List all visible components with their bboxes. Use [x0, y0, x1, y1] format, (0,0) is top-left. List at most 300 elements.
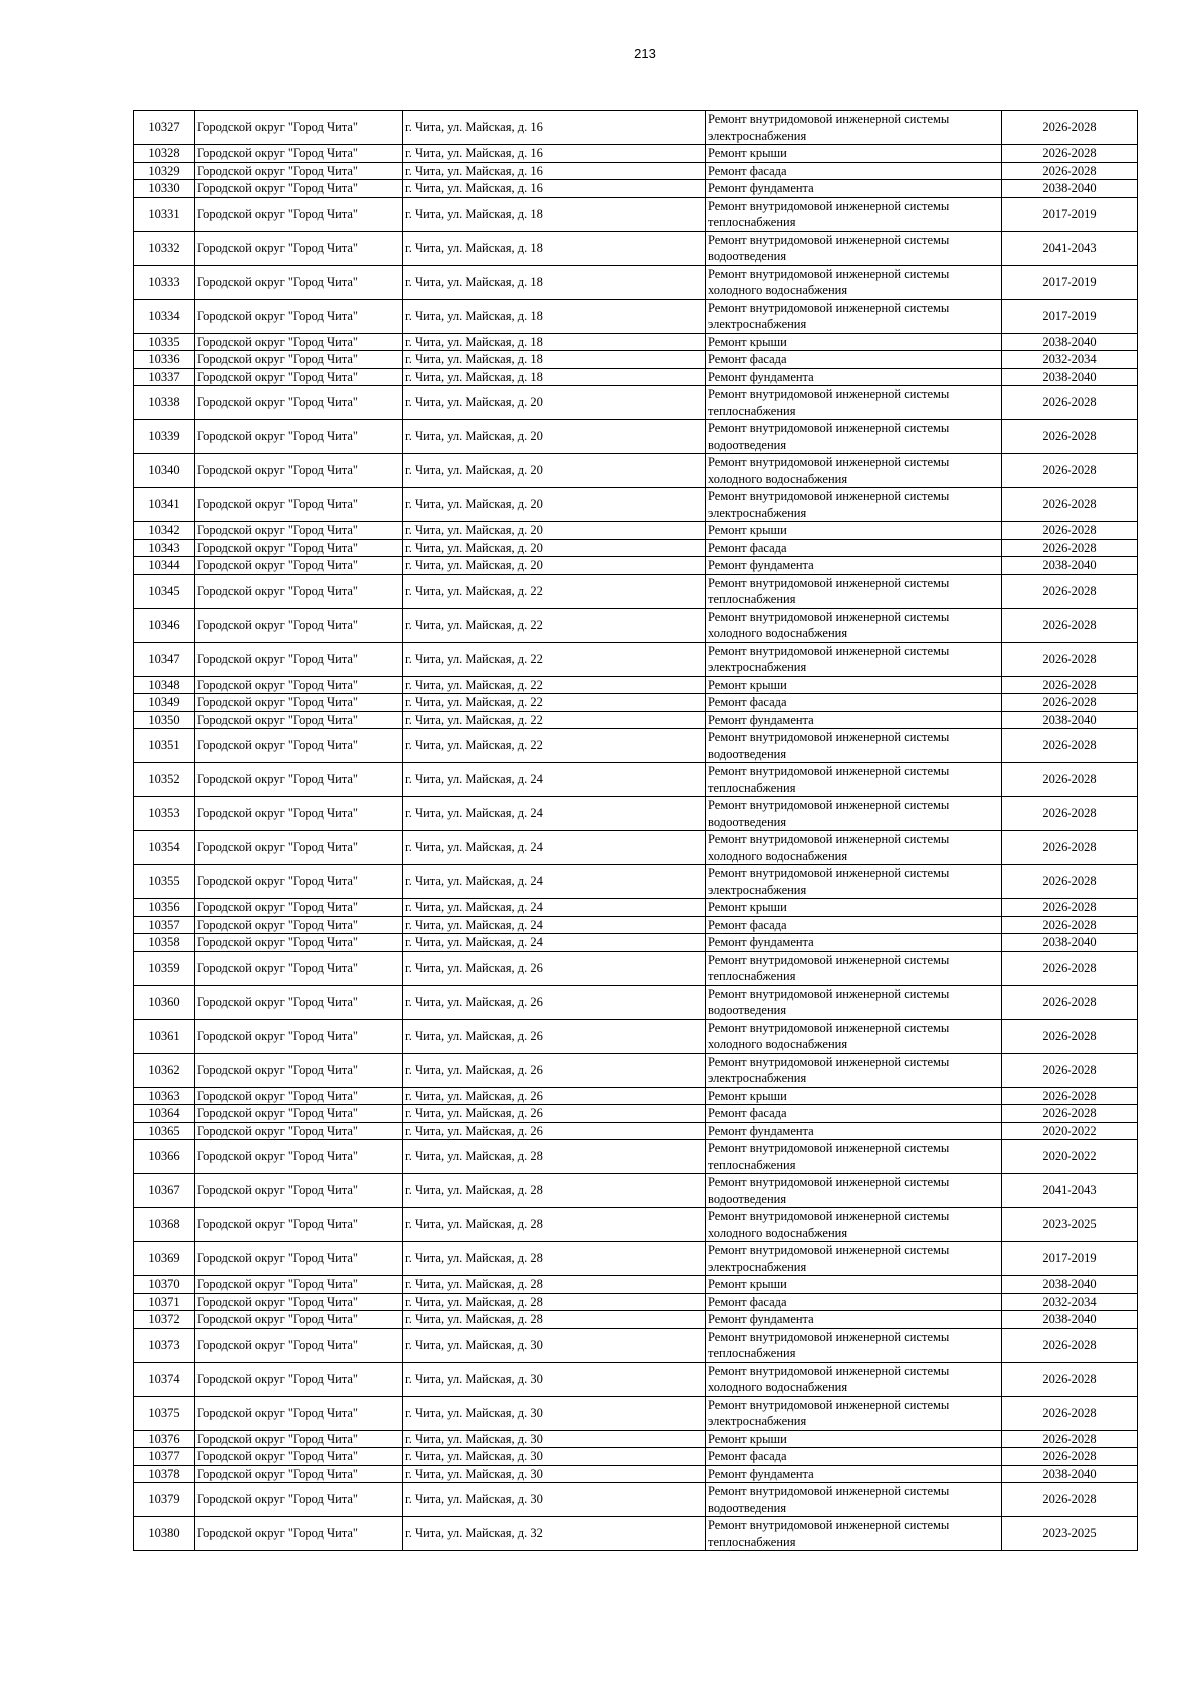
- work-type-line: Ремонт внутридомовой инженерной системы: [708, 643, 950, 658]
- work-type-line: теплоснабжения: [708, 969, 796, 983]
- work-type-line: Ремонт внутридомовой инженерной системы: [708, 952, 950, 967]
- municipality-cell: Городской округ "Город Чита": [195, 1430, 403, 1448]
- address-cell: г. Чита, ул. Майская, д. 26: [403, 1053, 706, 1087]
- row-number-cell: 10365: [134, 1122, 195, 1140]
- table-row: [134, 111, 1138, 145]
- row-number-cell: 10340: [134, 454, 195, 488]
- address-cell: г. Чита, ул. Майская, д. 20: [403, 488, 706, 522]
- work-type-cell: [706, 386, 1002, 420]
- row-number-cell: 10346: [134, 608, 195, 642]
- row-number-cell: 10374: [134, 1362, 195, 1396]
- municipality-cell: Городской округ "Город Чита": [195, 197, 403, 231]
- municipality-cell: Городской округ "Город Чита": [195, 265, 403, 299]
- table-row: [134, 1396, 1138, 1430]
- table-row: [134, 676, 1138, 694]
- address-cell: г. Чита, ул. Майская, д. 24: [403, 916, 706, 934]
- table-row: [134, 916, 1138, 934]
- work-type-line: Ремонт внутридомовой инженерной системы: [708, 1209, 950, 1223]
- table-row: [134, 1465, 1138, 1483]
- address-cell: г. Чита, ул. Майская, д. 30: [403, 1430, 706, 1448]
- table-row: [134, 642, 1138, 676]
- work-type-cell: [706, 1448, 1002, 1466]
- work-type-line: Ремонт фасада: [708, 1106, 787, 1120]
- address-cell: г. Чита, ул. Майская, д. 18: [403, 333, 706, 351]
- work-type-cell: [706, 351, 1002, 369]
- address-cell: г. Чита, ул. Майская, д. 26: [403, 1087, 706, 1105]
- period-cell: 2026-2028: [1002, 454, 1138, 488]
- address-cell: г. Чита, ул. Майская, д. 30: [403, 1483, 706, 1517]
- work-type-cell: [706, 831, 1002, 865]
- address-cell: г. Чита, ул. Майская, д. 24: [403, 763, 706, 797]
- table-row: [134, 1311, 1138, 1329]
- work-type-line: водоотведения: [708, 249, 787, 263]
- period-cell: 2026-2028: [1002, 865, 1138, 899]
- period-cell: 2038-2040: [1002, 1311, 1138, 1329]
- municipality-cell: Городской округ "Город Чита": [195, 162, 403, 180]
- address-cell: г. Чита, ул. Майская, д. 18: [403, 265, 706, 299]
- work-type-line: водоотведения: [708, 437, 787, 452]
- table-row: [134, 865, 1138, 899]
- address-cell: г. Чита, ул. Майская, д. 28: [403, 1293, 706, 1311]
- work-type-line: электроснабжения: [708, 128, 807, 143]
- work-type-line: Ремонт фундамента: [708, 1123, 814, 1138]
- work-type-line: Ремонт фундамента: [708, 369, 814, 384]
- row-number-cell: 10354: [134, 831, 195, 865]
- work-type-line: Ремонт внутридомовой инженерной системы: [708, 300, 950, 315]
- period-cell: 2026-2028: [1002, 420, 1138, 454]
- work-type-line: Ремонт фасада: [708, 695, 787, 709]
- table-row: [134, 1517, 1138, 1551]
- work-type-line: Ремонт фундамента: [708, 1466, 814, 1481]
- row-number-cell: 10355: [134, 865, 195, 899]
- work-type-cell: [706, 763, 1002, 797]
- work-type-cell: [706, 1242, 1002, 1276]
- work-type-line: электроснабжения: [708, 505, 807, 520]
- work-type-line: Ремонт фундамента: [708, 935, 814, 949]
- work-type-cell: [706, 934, 1002, 952]
- work-type-cell: [706, 608, 1002, 642]
- municipality-cell: Городской округ "Город Чита": [195, 934, 403, 952]
- period-cell: 2038-2040: [1002, 333, 1138, 351]
- period-cell: 2041-2043: [1002, 1174, 1138, 1208]
- work-type-line: Ремонт внутридомовой инженерной системы: [708, 575, 950, 590]
- address-cell: г. Чита, ул. Майская, д. 24: [403, 831, 706, 865]
- work-type-line: Ремонт внутридомовой инженерной системы: [708, 387, 950, 401]
- period-cell: 2026-2028: [1002, 729, 1138, 763]
- municipality-cell: Городской округ "Город Чита": [195, 1396, 403, 1430]
- municipality-cell: Городской округ "Город Чита": [195, 1242, 403, 1276]
- municipality-cell: Городской округ "Город Чита": [195, 916, 403, 934]
- work-type-cell: [706, 231, 1002, 265]
- table-row: [134, 1208, 1138, 1242]
- work-type-line: Ремонт фундамента: [708, 558, 814, 572]
- row-number-cell: 10336: [134, 351, 195, 369]
- municipality-cell: Городской округ "Город Чита": [195, 797, 403, 831]
- row-number-cell: 10350: [134, 711, 195, 729]
- work-type-line: Ремонт крыши: [708, 523, 787, 537]
- row-number-cell: 10359: [134, 951, 195, 985]
- address-cell: г. Чита, ул. Майская, д. 30: [403, 1328, 706, 1362]
- municipality-cell: Городской округ "Город Чита": [195, 1293, 403, 1311]
- table-row: [134, 1087, 1138, 1105]
- period-cell: 2038-2040: [1002, 711, 1138, 729]
- table-row: [134, 1122, 1138, 1140]
- row-number-cell: 10370: [134, 1276, 195, 1294]
- municipality-cell: Городской округ "Город Чита": [195, 1122, 403, 1140]
- municipality-cell: Городской округ "Город Чита": [195, 145, 403, 163]
- municipality-cell: Городской округ "Город Чита": [195, 1483, 403, 1517]
- work-type-line: Ремонт крыши: [708, 677, 787, 692]
- work-type-cell: [706, 1053, 1002, 1087]
- work-type-line: теплоснабжения: [708, 403, 796, 418]
- work-type-line: Ремонт фасада: [708, 163, 787, 178]
- work-type-cell: [706, 1430, 1002, 1448]
- municipality-cell: Городской округ "Город Чита": [195, 454, 403, 488]
- period-cell: 2023-2025: [1002, 1517, 1138, 1551]
- work-type-line: Ремонт внутридомовой инженерной системы: [708, 1020, 950, 1035]
- table-row: [134, 368, 1138, 386]
- table-row: [134, 729, 1138, 763]
- municipality-cell: Городской округ "Город Чита": [195, 1448, 403, 1466]
- table-row: [134, 1448, 1138, 1466]
- work-type-line: Ремонт внутридомовой инженерной системы: [708, 1243, 950, 1257]
- work-type-line: Ремонт внутридомовой инженерной системы: [708, 1484, 950, 1498]
- table-row: [134, 797, 1138, 831]
- work-type-line: Ремонт внутридомовой инженерной системы: [708, 730, 950, 744]
- work-type-line: Ремонт внутридомовой инженерной системы: [708, 832, 950, 846]
- municipality-cell: Городской округ "Город Чита": [195, 1019, 403, 1053]
- work-type-line: Ремонт внутридомовой инженерной системы: [708, 1329, 950, 1344]
- work-type-line: Ремонт внутридомовой инженерной системы: [708, 1141, 950, 1155]
- address-cell: г. Чита, ул. Майская, д. 20: [403, 420, 706, 454]
- period-cell: 2026-2028: [1002, 951, 1138, 985]
- period-cell: 2026-2028: [1002, 1483, 1138, 1517]
- period-cell: 2026-2028: [1002, 916, 1138, 934]
- period-cell: 2026-2028: [1002, 985, 1138, 1019]
- work-type-line: водоотведения: [708, 1003, 787, 1017]
- work-type-cell: [706, 1087, 1002, 1105]
- address-cell: г. Чита, ул. Майская, д. 22: [403, 608, 706, 642]
- row-number-cell: 10344: [134, 557, 195, 575]
- row-number-cell: 10380: [134, 1517, 195, 1551]
- table-row: [134, 454, 1138, 488]
- row-number-cell: 10327: [134, 111, 195, 145]
- work-type-line: Ремонт фасада: [708, 352, 787, 366]
- work-type-cell: [706, 1174, 1002, 1208]
- address-cell: г. Чита, ул. Майская, д. 28: [403, 1276, 706, 1294]
- work-type-cell: [706, 180, 1002, 198]
- row-number-cell: 10353: [134, 797, 195, 831]
- work-type-cell: [706, 299, 1002, 333]
- work-type-line: Ремонт фундамента: [708, 712, 814, 727]
- work-type-cell: [706, 1465, 1002, 1483]
- work-type-line: Ремонт фундамента: [708, 1312, 814, 1326]
- address-cell: г. Чита, ул. Майская, д. 26: [403, 1019, 706, 1053]
- work-type-line: теплоснабжения: [708, 592, 796, 606]
- table-row: [134, 197, 1138, 231]
- row-number-cell: 10369: [134, 1242, 195, 1276]
- row-number-cell: 10351: [134, 729, 195, 763]
- work-type-cell: [706, 265, 1002, 299]
- row-number-cell: 10367: [134, 1174, 195, 1208]
- row-number-cell: 10361: [134, 1019, 195, 1053]
- period-cell: 2026-2028: [1002, 488, 1138, 522]
- work-type-cell: [706, 916, 1002, 934]
- row-number-cell: 10339: [134, 420, 195, 454]
- work-type-line: электроснабжения: [708, 1414, 807, 1428]
- municipality-cell: Городской округ "Город Чита": [195, 557, 403, 575]
- period-cell: 2026-2028: [1002, 145, 1138, 163]
- row-number-cell: 10342: [134, 522, 195, 540]
- address-cell: г. Чита, ул. Майская, д. 22: [403, 729, 706, 763]
- period-cell: 2026-2028: [1002, 831, 1138, 865]
- period-cell: 2020-2022: [1002, 1122, 1138, 1140]
- period-cell: 2038-2040: [1002, 180, 1138, 198]
- row-number-cell: 10366: [134, 1140, 195, 1174]
- period-cell: 2026-2028: [1002, 539, 1138, 557]
- work-type-line: водоотведения: [708, 1500, 787, 1515]
- work-type-cell: [706, 368, 1002, 386]
- municipality-cell: Городской округ "Город Чита": [195, 1087, 403, 1105]
- table-row: [134, 1328, 1138, 1362]
- row-number-cell: 10338: [134, 386, 195, 420]
- row-number-cell: 10349: [134, 694, 195, 712]
- row-number-cell: 10334: [134, 299, 195, 333]
- row-number-cell: 10330: [134, 180, 195, 198]
- work-type-cell: [706, 1517, 1002, 1551]
- table-row: [134, 934, 1138, 952]
- address-cell: г. Чита, ул. Майская, д. 28: [403, 1311, 706, 1329]
- row-number-cell: 10364: [134, 1105, 195, 1123]
- row-number-cell: 10332: [134, 231, 195, 265]
- period-cell: 2026-2028: [1002, 694, 1138, 712]
- work-type-cell: [706, 797, 1002, 831]
- work-type-cell: [706, 197, 1002, 231]
- address-cell: г. Чита, ул. Майская, д. 18: [403, 351, 706, 369]
- table-row: [134, 694, 1138, 712]
- work-type-cell: [706, 642, 1002, 676]
- period-cell: 2026-2028: [1002, 899, 1138, 917]
- work-type-line: водоотведения: [708, 814, 787, 829]
- address-cell: г. Чита, ул. Майская, д. 16: [403, 111, 706, 145]
- work-type-line: Ремонт внутридомовой инженерной системы: [708, 798, 950, 812]
- address-cell: г. Чита, ул. Майская, д. 28: [403, 1174, 706, 1208]
- table-row: [134, 265, 1138, 299]
- period-cell: 2026-2028: [1002, 574, 1138, 608]
- address-cell: г. Чита, ул. Майская, д. 24: [403, 934, 706, 952]
- row-number-cell: 10371: [134, 1293, 195, 1311]
- period-cell: 2026-2028: [1002, 642, 1138, 676]
- row-number-cell: 10368: [134, 1208, 195, 1242]
- work-type-line: Ремонт внутридомовой инженерной системы: [708, 489, 950, 503]
- period-cell: 2026-2028: [1002, 1053, 1138, 1087]
- table-row: [134, 145, 1138, 163]
- work-type-cell: [706, 1328, 1002, 1362]
- work-type-cell: [706, 522, 1002, 540]
- work-type-cell: [706, 1140, 1002, 1174]
- period-cell: 2020-2022: [1002, 1140, 1138, 1174]
- address-cell: г. Чита, ул. Майская, д. 18: [403, 368, 706, 386]
- work-type-cell: [706, 162, 1002, 180]
- work-type-cell: [706, 1483, 1002, 1517]
- work-type-line: Ремонт крыши: [708, 1431, 787, 1446]
- work-type-line: Ремонт фасада: [708, 1449, 787, 1463]
- work-type-cell: [706, 333, 1002, 351]
- work-type-line: холодного водоснабжения: [708, 1380, 848, 1394]
- row-number-cell: 10378: [134, 1465, 195, 1483]
- period-cell: 2032-2034: [1002, 351, 1138, 369]
- work-type-line: Ремонт внутридомовой инженерной системы: [708, 866, 950, 880]
- address-cell: г. Чита, ул. Майская, д. 28: [403, 1242, 706, 1276]
- table-row: [134, 180, 1138, 198]
- municipality-cell: Городской округ "Город Чита": [195, 711, 403, 729]
- table-row: [134, 1174, 1138, 1208]
- address-cell: г. Чита, ул. Майская, д. 20: [403, 557, 706, 575]
- work-type-line: теплоснабжения: [708, 215, 796, 229]
- work-type-cell: [706, 711, 1002, 729]
- period-cell: 2026-2028: [1002, 386, 1138, 420]
- table-row: [134, 985, 1138, 1019]
- row-number-cell: 10356: [134, 899, 195, 917]
- work-type-line: холодного водоснабжения: [708, 848, 848, 863]
- work-type-cell: [706, 454, 1002, 488]
- municipality-cell: Городской округ "Город Чита": [195, 1362, 403, 1396]
- period-cell: 2038-2040: [1002, 1465, 1138, 1483]
- work-type-line: Ремонт внутридомовой инженерной системы: [708, 421, 950, 435]
- period-cell: 2026-2028: [1002, 1087, 1138, 1105]
- row-number-cell: 10348: [134, 676, 195, 694]
- row-number-cell: 10358: [134, 934, 195, 952]
- work-type-line: Ремонт внутридомовой инженерной системы: [708, 1518, 950, 1532]
- table-row: [134, 899, 1138, 917]
- table-row: [134, 162, 1138, 180]
- municipality-cell: Городской округ "Город Чита": [195, 368, 403, 386]
- work-type-line: Ремонт внутридомовой инженерной системы: [708, 1054, 950, 1069]
- address-cell: г. Чита, ул. Майская, д. 32: [403, 1517, 706, 1551]
- row-number-cell: 10345: [134, 574, 195, 608]
- municipality-cell: Городской округ "Город Чита": [195, 386, 403, 420]
- period-cell: 2026-2028: [1002, 522, 1138, 540]
- address-cell: г. Чита, ул. Майская, д. 20: [403, 454, 706, 488]
- table-row: [134, 1483, 1138, 1517]
- municipality-cell: Городской округ "Город Чита": [195, 1140, 403, 1174]
- work-type-line: холодного водоснабжения: [708, 1225, 848, 1240]
- table-row: [134, 420, 1138, 454]
- row-number-cell: 10337: [134, 368, 195, 386]
- period-cell: 2026-2028: [1002, 1019, 1138, 1053]
- row-number-cell: 10373: [134, 1328, 195, 1362]
- table-row: [134, 831, 1138, 865]
- address-cell: г. Чита, ул. Майская, д. 20: [403, 386, 706, 420]
- work-type-line: Ремонт внутридомовой инженерной системы: [708, 1363, 950, 1378]
- period-cell: 2038-2040: [1002, 557, 1138, 575]
- work-type-cell: [706, 865, 1002, 899]
- period-cell: 2038-2040: [1002, 934, 1138, 952]
- work-type-cell: [706, 574, 1002, 608]
- work-type-cell: [706, 557, 1002, 575]
- table-body: [134, 111, 1138, 1551]
- address-cell: г. Чита, ул. Майская, д. 26: [403, 1105, 706, 1123]
- work-type-cell: [706, 729, 1002, 763]
- row-number-cell: 10331: [134, 197, 195, 231]
- municipality-cell: Городской округ "Город Чита": [195, 111, 403, 145]
- table-row: [134, 951, 1138, 985]
- row-number-cell: 10376: [134, 1430, 195, 1448]
- table-row: [134, 299, 1138, 333]
- work-type-cell: [706, 1276, 1002, 1294]
- address-cell: г. Чита, ул. Майская, д. 18: [403, 197, 706, 231]
- address-cell: г. Чита, ул. Майская, д. 26: [403, 1122, 706, 1140]
- period-cell: 2026-2028: [1002, 676, 1138, 694]
- municipality-cell: Городской округ "Город Чита": [195, 522, 403, 540]
- work-type-line: Ремонт фасада: [708, 917, 787, 932]
- row-number-cell: 10362: [134, 1053, 195, 1087]
- work-type-cell: [706, 1122, 1002, 1140]
- address-cell: г. Чита, ул. Майская, д. 16: [403, 145, 706, 163]
- municipality-cell: Городской округ "Город Чита": [195, 1053, 403, 1087]
- row-number-cell: 10363: [134, 1087, 195, 1105]
- work-type-cell: [706, 1019, 1002, 1053]
- row-number-cell: 10372: [134, 1311, 195, 1329]
- table-row: [134, 763, 1138, 797]
- period-cell: 2023-2025: [1002, 1208, 1138, 1242]
- period-cell: 2026-2028: [1002, 797, 1138, 831]
- work-type-cell: [706, 145, 1002, 163]
- address-cell: г. Чита, ул. Майская, д. 24: [403, 797, 706, 831]
- period-cell: 2038-2040: [1002, 1276, 1138, 1294]
- table-row: [134, 1019, 1138, 1053]
- work-type-line: Ремонт внутридомовой инженерной системы: [708, 112, 950, 126]
- municipality-cell: Городской округ "Город Чита": [195, 642, 403, 676]
- period-cell: 2017-2019: [1002, 1242, 1138, 1276]
- address-cell: г. Чита, ул. Майская, д. 22: [403, 642, 706, 676]
- address-cell: г. Чита, ул. Майская, д. 30: [403, 1448, 706, 1466]
- period-cell: 2017-2019: [1002, 299, 1138, 333]
- table-row: [134, 1140, 1138, 1174]
- table-row: [134, 1105, 1138, 1123]
- municipality-cell: Городской округ "Город Чита": [195, 831, 403, 865]
- period-cell: 2026-2028: [1002, 1328, 1138, 1362]
- municipality-cell: Городской округ "Город Чита": [195, 1105, 403, 1123]
- address-cell: г. Чита, ул. Майская, д. 28: [403, 1208, 706, 1242]
- municipality-cell: Городской округ "Город Чита": [195, 1174, 403, 1208]
- municipality-cell: Городской округ "Город Чита": [195, 299, 403, 333]
- municipality-cell: Городской округ "Город Чита": [195, 1328, 403, 1362]
- work-type-cell: [706, 1208, 1002, 1242]
- row-number-cell: 10360: [134, 985, 195, 1019]
- work-type-line: холодного водоснабжения: [708, 626, 848, 640]
- municipality-cell: Городской округ "Город Чита": [195, 1208, 403, 1242]
- work-type-cell: [706, 1362, 1002, 1396]
- table-row: [134, 231, 1138, 265]
- work-type-line: Ремонт фасада: [708, 540, 787, 555]
- municipality-cell: Городской округ "Город Чита": [195, 676, 403, 694]
- address-cell: г. Чита, ул. Майская, д. 20: [403, 539, 706, 557]
- period-cell: 2026-2028: [1002, 162, 1138, 180]
- municipality-cell: Городской округ "Город Чита": [195, 729, 403, 763]
- table-row: [134, 1430, 1138, 1448]
- period-cell: 2026-2028: [1002, 1448, 1138, 1466]
- table-row: [134, 333, 1138, 351]
- period-cell: 2026-2028: [1002, 1105, 1138, 1123]
- work-type-cell: [706, 951, 1002, 985]
- address-cell: г. Чита, ул. Майская, д. 30: [403, 1396, 706, 1430]
- table-row: [134, 1362, 1138, 1396]
- table-row: [134, 1053, 1138, 1087]
- period-cell: 2026-2028: [1002, 763, 1138, 797]
- municipality-cell: Городской округ "Город Чита": [195, 608, 403, 642]
- work-type-cell: [706, 899, 1002, 917]
